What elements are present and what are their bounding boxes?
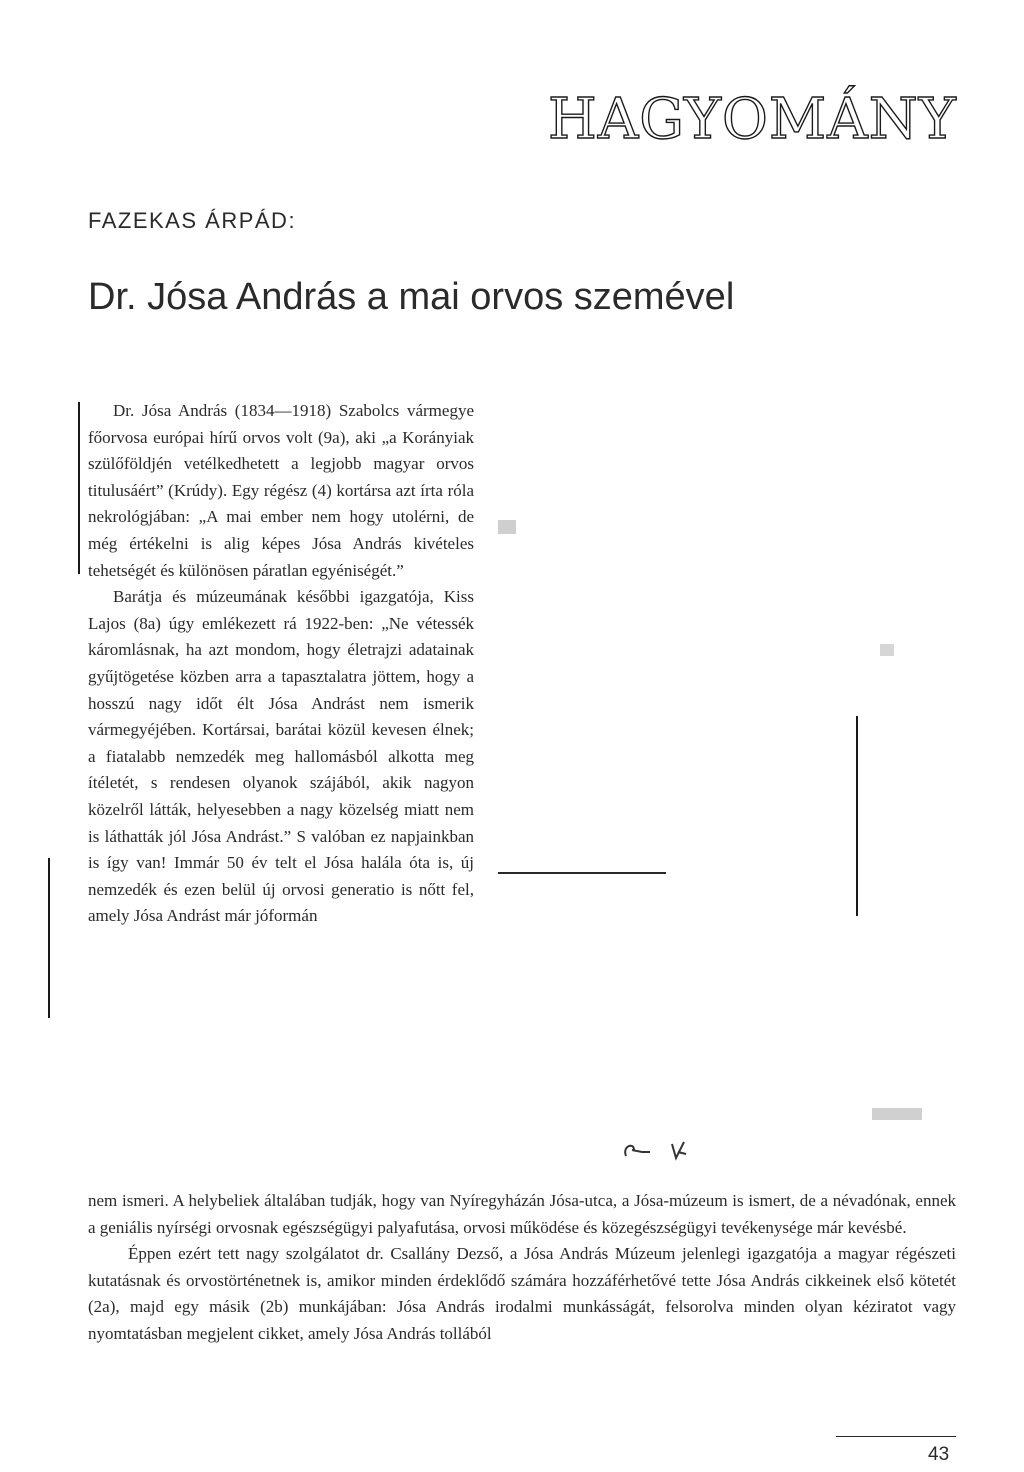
paragraph-continuation: nem ismeri. A helybeliek általában tudják, hogy van Nyíregyházán Jósa-utca, a Jósa-múzeum is ismert, de a névadónak, ennek a geniális nyírségi orvosnak egészségügyi palyafutása, orvosi működése és közegészségügyi tevékenysége már kevésbé. [88, 1191, 956, 1237]
left-margin-rule-top [78, 402, 80, 574]
text-full-width [88, 1188, 956, 1348]
footer-rule [836, 1436, 956, 1437]
photo-speck [498, 520, 516, 534]
text-column [88, 398, 474, 930]
photo-speck [880, 644, 894, 656]
paragraph-intro: Dr. Jósa András (1834—1918) Szabolcs vármegye főorvosa európai hírű orvos volt (9a), aki „a Korányiak szülőföldjén vetélkedhetett a legjobb magyar orvos titulusáért” (Krúdy). Egy régész (4) kortársa azt írta róla nekrológjában: „A mai ember nem hogy utolérni, de még értékelni is alig képes Jósa András kivételes tehetségét és különösen páratlan egyéniségét.” [88, 401, 474, 580]
paragraph-kiss-lajos: Barátja és múzeumának későbbi igazgatója, Kiss Lajos (8a) úgy emlékezett rá 1922-ben: „Ne vétessék káromlásnak, ha azt mondom, hogy életrajzi adatainak gyűjtögetése közben arra a tapasztalatra jöttem, hogy a hosszú nagy időt élt Jósa Andrást nem ismerik vármegyéjében. Kortársai, barátai közül kevesen élnek; a fiatalabb nemzedék meg hallomásból alkotta meg ítéletét, s rendesen olyanok szájából, akik nagyon közelről látták, helyesebben a nagy közelség miatt nem is láthatták jól Jósa Andrást.” S valóban ez napjainkban is így van! Immár 50 év telt el Jósa halála óta is, új nemzedék és ezen belül új orvosi generatio is nőtt fel, amely Jósa Andrást már jóformán [88, 587, 474, 926]
signature [620, 1136, 700, 1173]
left-margin-rule-bottom [48, 858, 50, 1018]
article-title: Dr. Jósa András a mai orvos szemével [88, 276, 735, 318]
photo-edge-right [856, 716, 858, 916]
portrait-photo [476, 510, 964, 1190]
section-title: HAGYOMÁNY [548, 87, 957, 152]
paragraph-csallany: Éppen ezért tett nagy szolgálatot dr. Csallány Dezső, a Jósa András Múzeum jelenlegi igazgatója a magyar régészeti kutatásnak és orvostörténetnek is, amikor minden érdeklődő számára hozzáférhetővé tette Jósa András cikkeinek első kötetét (2a), majd egy másik (2b) munkájában: Jósa András irodalmi munkásságát, felsorolva minden olyan kéziratot vagy nyomtatásban megjelent cikket, amely Jósa András tollából [88, 1244, 956, 1343]
author-name: FAZEKAS ÁRPÁD: [88, 208, 297, 233]
photo-edge-bottom [498, 872, 666, 874]
page-number: 43 [928, 1444, 950, 1465]
photo-speck [872, 1108, 922, 1120]
signature-mark [620, 1136, 700, 1166]
